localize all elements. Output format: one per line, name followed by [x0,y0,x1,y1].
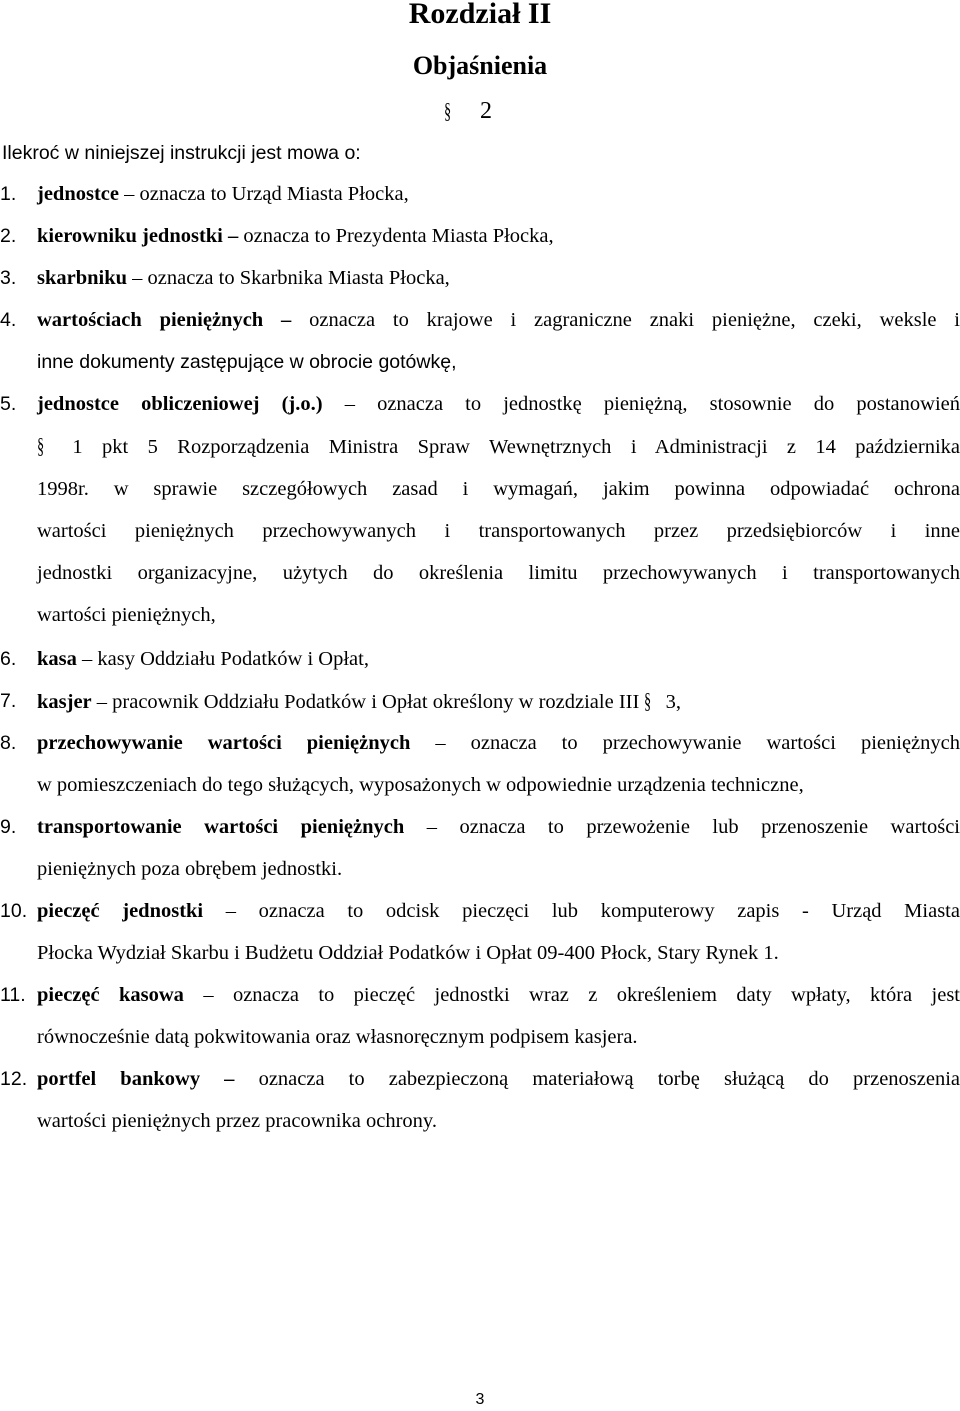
definition-text: równocześnie datą pokwitowania oraz własnoręcznym podpisem kasjera. [37,1026,638,1048]
definition-text: oznacza to Prezydenta Miasta Płocka, [243,225,554,247]
dash: – [203,900,259,922]
dash: – [118,183,140,205]
item-number: 8. [0,732,17,754]
chapter-title: Rozdział II [408,0,552,30]
item-number: 7. [0,690,17,712]
definition-text-continued: inne dokumenty zastępujące w obrocie gotówkę, [37,351,457,373]
definition-term: pieczęć kasowa [37,984,184,1006]
definition-text: w pomieszczeniach do tego służących, wyposażonych w odpowiednie urządzenia techniczne, [37,774,804,796]
dash: – [404,816,460,838]
dash: – [76,648,98,670]
definition-text: 1 pkt 5 Rozporządzenia Ministra Spraw Wewnętrznych i Administracji z 14 października [72,436,960,458]
definition-text: 1998r. w sprawie szczegółowych zasad i wymagań, jakim powinna odpowiadać ochrona [37,478,960,500]
paragraph-symbol: § [444,98,452,123]
dash: – [183,984,233,1006]
item-number: 5. [0,393,17,415]
definition-text: oznacza to krajowe i zagraniczne znaki pieniężne, czeki, weksle i [309,309,960,331]
definition-text: wartości pieniężnych przez pracownika ochrony. [37,1110,437,1132]
definition-term: skarbniku [37,267,128,289]
page-number: 3 [475,1391,485,1408]
item-number: 10. [0,900,28,922]
dash: – [127,267,148,289]
paragraph-symbol: § [37,433,45,458]
definition-term: kasa [37,648,77,670]
item-number: 6. [0,648,17,670]
paragraph-number: 2 [480,98,492,124]
definition-text: oznacza to jednostkę pieniężną, stosownie do postanowień [377,393,960,415]
dash: – [322,393,378,415]
definition-text: 3, [660,691,681,713]
definition-text: oznacza to przewożenie lub przenoszenie wartości [459,816,960,838]
item-number: 3. [0,267,17,289]
definition-term: pieczęć jednostki [37,900,204,922]
definition-term: transportowanie wartości pieniężnych [37,816,405,838]
definition-term: portfel bankowy – [37,1068,235,1090]
definition-text: oznacza to przechowywanie wartości pieniężnych [470,732,960,754]
definition-term: wartościach pieniężnych – [37,309,292,331]
dash: – [410,732,471,754]
item-number: 9. [0,816,17,838]
definition-text: pracownik Oddziału Podatków i Opłat określony w rozdziale III [112,691,640,713]
dash: – [91,691,113,713]
chapter-subtitle: Objaśnienia [412,51,548,80]
paragraph-mark [444,95,492,127]
definition-text: wartości pieniężnych przechowywanych i transportowanych przez przedsiębiorców i inne [37,520,960,542]
intro-text: Ilekroć w niniejszej instrukcji jest mowa o: [2,142,361,164]
paragraph-symbol: § [644,688,652,713]
definition-text: kasy Oddziału Podatków i Opłat, [97,648,369,670]
definition-text: oznacza to pieczęć jednostki wraz z określeniem daty wpłaty, która jest [232,984,960,1006]
definition-text: Płocka Wydział Skarbu i Budżetu Oddział Podatków i Opłat 09-400 Płock, Stary Rynek 1. [37,942,779,964]
item-number: 11. [0,984,26,1006]
definition-text: jednostki organizacyjne, użytych do określenia limitu przechowywanych i transportowanych [37,562,960,584]
definition-term: kierowniku jednostki – [37,225,239,247]
definition-term: przechowywanie wartości pieniężnych [37,732,411,754]
definition-term: jednostce obliczeniowej (j.o.) [37,393,323,415]
dash [291,309,309,331]
definition-text: oznacza to Skarbnika Miasta Płocka, [147,267,450,289]
definition-text: oznacza to zabezpieczoną materiałową torbę służącą do przenoszenia [258,1068,960,1090]
definition-text: wartości pieniężnych, [37,604,216,626]
definition-text: pieniężnych poza obrębem jednostki. [37,858,343,880]
definition-text: oznacza to Urząd Miasta Płocka, [139,183,409,205]
item-number: 2. [0,225,17,247]
definition-term: jednostce [37,183,119,205]
item-number: 1. [0,183,17,205]
item-number: 12. [0,1068,28,1090]
definition-text: oznacza to odcisk pieczęci lub komputerowy zapis - Urząd Miasta [258,900,960,922]
item-number: 4. [0,309,17,331]
definition-term: kasjer [37,691,92,713]
dash [234,1068,258,1090]
